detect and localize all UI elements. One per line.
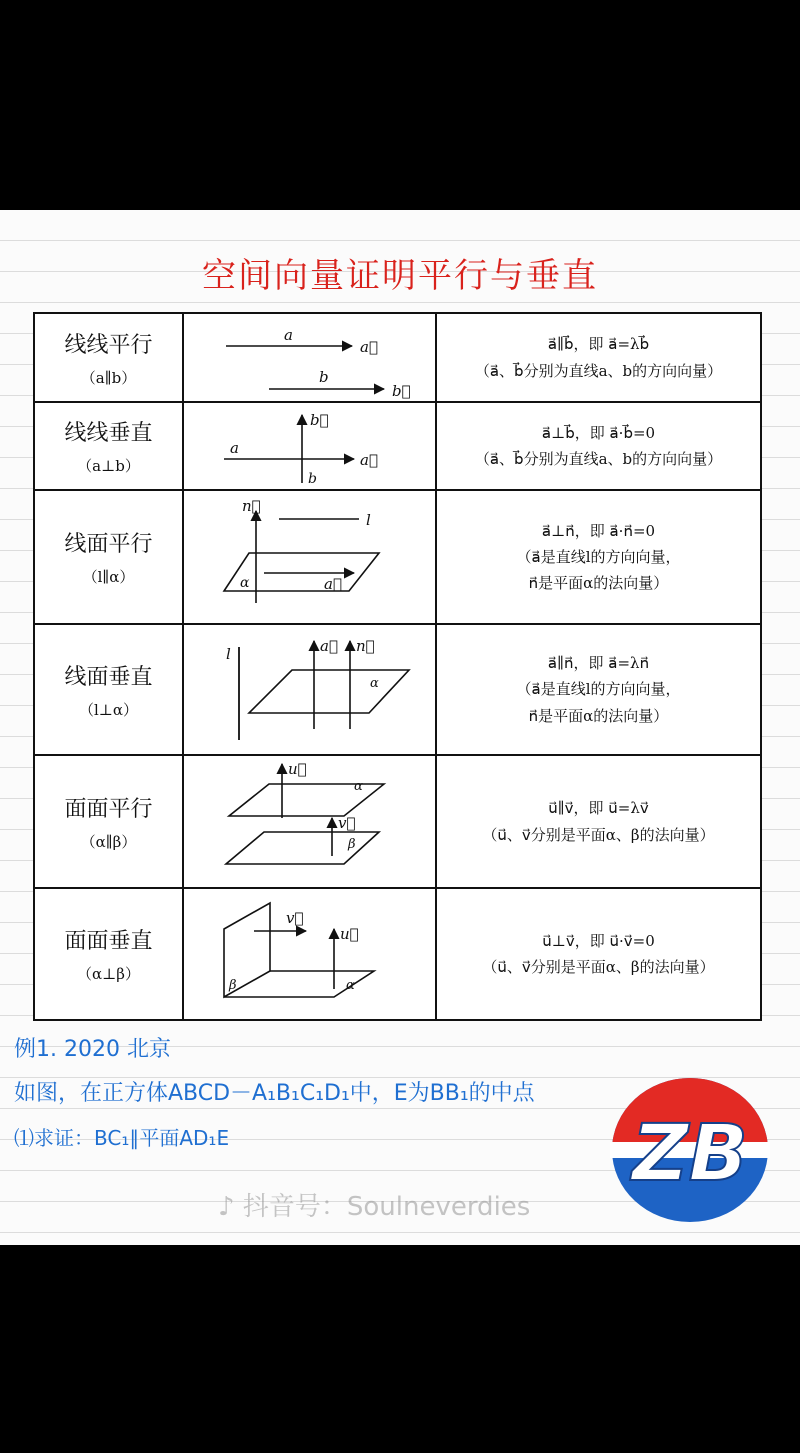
- condition-line: （u⃗、v⃗分别是平面α、β的法向量）: [482, 825, 715, 844]
- relation-cell: [34, 402, 183, 490]
- relation-cell: [34, 624, 183, 755]
- note-page: [0, 210, 800, 1245]
- logo-letters: ZB: [631, 1109, 749, 1199]
- relation-name: 面面平行: [64, 796, 153, 822]
- label-vector-v: v⃗: [338, 814, 356, 832]
- summary-table: [33, 312, 762, 1021]
- relation-cell: [34, 755, 183, 888]
- condition-cell: [436, 313, 761, 402]
- plane-plane-parallel-diagram: [184, 756, 435, 887]
- condition-cell: [436, 490, 761, 624]
- label-alpha: α: [240, 575, 250, 591]
- label-l: l: [366, 511, 371, 529]
- label-vector-a: a⃗: [360, 338, 378, 356]
- watermark: ♪ 抖音号：Soulneverdies: [218, 1192, 531, 1222]
- figure-cell: [183, 624, 436, 755]
- page-title: 空间向量证明平行与垂直: [202, 256, 598, 296]
- table-row: [34, 313, 761, 402]
- label-a: a: [284, 326, 293, 344]
- label-b: b: [319, 368, 329, 386]
- relation-name: 线面平行: [64, 532, 153, 557]
- condition-line: n⃗是平面α的法向量）: [528, 574, 669, 593]
- zb-logo: [610, 1076, 770, 1224]
- plane-plane-perpendicular-diagram: [184, 889, 435, 1019]
- condition-line: a⃗∥n⃗，即 a⃗=λn⃗: [547, 654, 650, 673]
- figure-cell: [183, 755, 436, 888]
- label-alpha: α: [346, 978, 355, 993]
- condition-line: a⃗⊥n⃗，即 a⃗·n⃗=0: [541, 521, 656, 540]
- condition-line: u⃗⊥v⃗，即 u⃗·v⃗=0: [542, 931, 655, 950]
- label-vector-v: v⃗: [286, 909, 304, 927]
- label-vector-n: n⃗: [242, 497, 261, 515]
- label-vector-a: a⃗: [320, 637, 338, 655]
- condition-line: （a⃗、b⃗分别为直线a、b的方向向量）: [474, 361, 723, 380]
- example-question: ⑴求证：BC₁∥平面AD₁E: [14, 1126, 230, 1150]
- condition-line: n⃗是平面α的法向量）: [528, 706, 669, 725]
- label-l: l: [226, 645, 231, 663]
- example-heading: 例1. 2020 北京: [14, 1037, 171, 1062]
- condition-cell: [436, 624, 761, 755]
- label-vector-u: u⃗: [340, 925, 359, 943]
- condition-line: u⃗∥v⃗，即 u⃗=λv⃗: [548, 799, 649, 818]
- label-a: a: [230, 439, 239, 457]
- condition-line: （u⃗、v⃗分别是平面α、β的法向量）: [482, 958, 715, 976]
- label-vector-n: n⃗: [356, 637, 375, 655]
- label-vector-u: u⃗: [288, 760, 307, 778]
- table-row: [34, 888, 761, 1020]
- label-vector-b: b⃗: [310, 411, 329, 429]
- line-parallel-diagram: [184, 314, 435, 401]
- relation-symbol: （l∥α）: [82, 568, 135, 586]
- figure-cell: [183, 888, 436, 1020]
- condition-line: （a⃗是直线l的方向向量，: [516, 680, 681, 699]
- relation-cell: [34, 490, 183, 624]
- condition-cell: [436, 888, 761, 1020]
- relation-name: 面面垂直: [64, 929, 153, 954]
- line-perpendicular-diagram: [184, 403, 435, 489]
- condition-cell: [436, 402, 761, 490]
- figure-cell: [183, 313, 436, 402]
- relation-symbol: （l⊥α）: [78, 700, 139, 719]
- table-row: [34, 624, 761, 755]
- label-vector-a: a⃗: [324, 575, 342, 593]
- relation-name: 线线平行: [64, 332, 153, 358]
- relation-cell: [34, 888, 183, 1020]
- relation-symbol: （a⊥b）: [77, 457, 140, 475]
- table-row: [34, 755, 761, 888]
- line-plane-perpendicular-diagram: [184, 625, 435, 754]
- relation-symbol: （a∥b）: [80, 368, 137, 387]
- figure-cell: [183, 490, 436, 624]
- relation-name: 线面垂直: [64, 664, 153, 690]
- table-row: [34, 402, 761, 490]
- relation-symbol: （α∥β）: [80, 832, 137, 851]
- label-b: b: [308, 471, 317, 487]
- relation-symbol: （α⊥β）: [77, 965, 140, 983]
- condition-line: （a⃗是直线l的方向向量，: [516, 547, 681, 566]
- label-beta: β: [348, 837, 356, 852]
- condition-line: a⃗∥b⃗，即 a⃗=λb⃗: [547, 335, 650, 354]
- condition-cell: [436, 755, 761, 888]
- table-row: [34, 490, 761, 624]
- line-plane-parallel-diagram: [184, 491, 435, 623]
- relation-cell: [34, 313, 183, 402]
- example-statement: 如图，在正方体ABCD－A₁B₁C₁D₁中，E为BB₁的中点: [14, 1081, 535, 1106]
- condition-line: （a⃗、b⃗分别为直线a、b的方向向量）: [474, 450, 723, 468]
- label-vector-b: b⃗: [392, 382, 411, 400]
- condition-line: a⃗⊥b⃗，即 a⃗·b⃗=0: [541, 423, 656, 442]
- label-beta: β: [229, 978, 237, 993]
- label-alpha: α: [370, 676, 379, 691]
- label-vector-a: a⃗: [360, 451, 378, 469]
- label-alpha: α: [354, 779, 363, 794]
- figure-cell: [183, 402, 436, 490]
- relation-name: 线线垂直: [64, 421, 153, 446]
